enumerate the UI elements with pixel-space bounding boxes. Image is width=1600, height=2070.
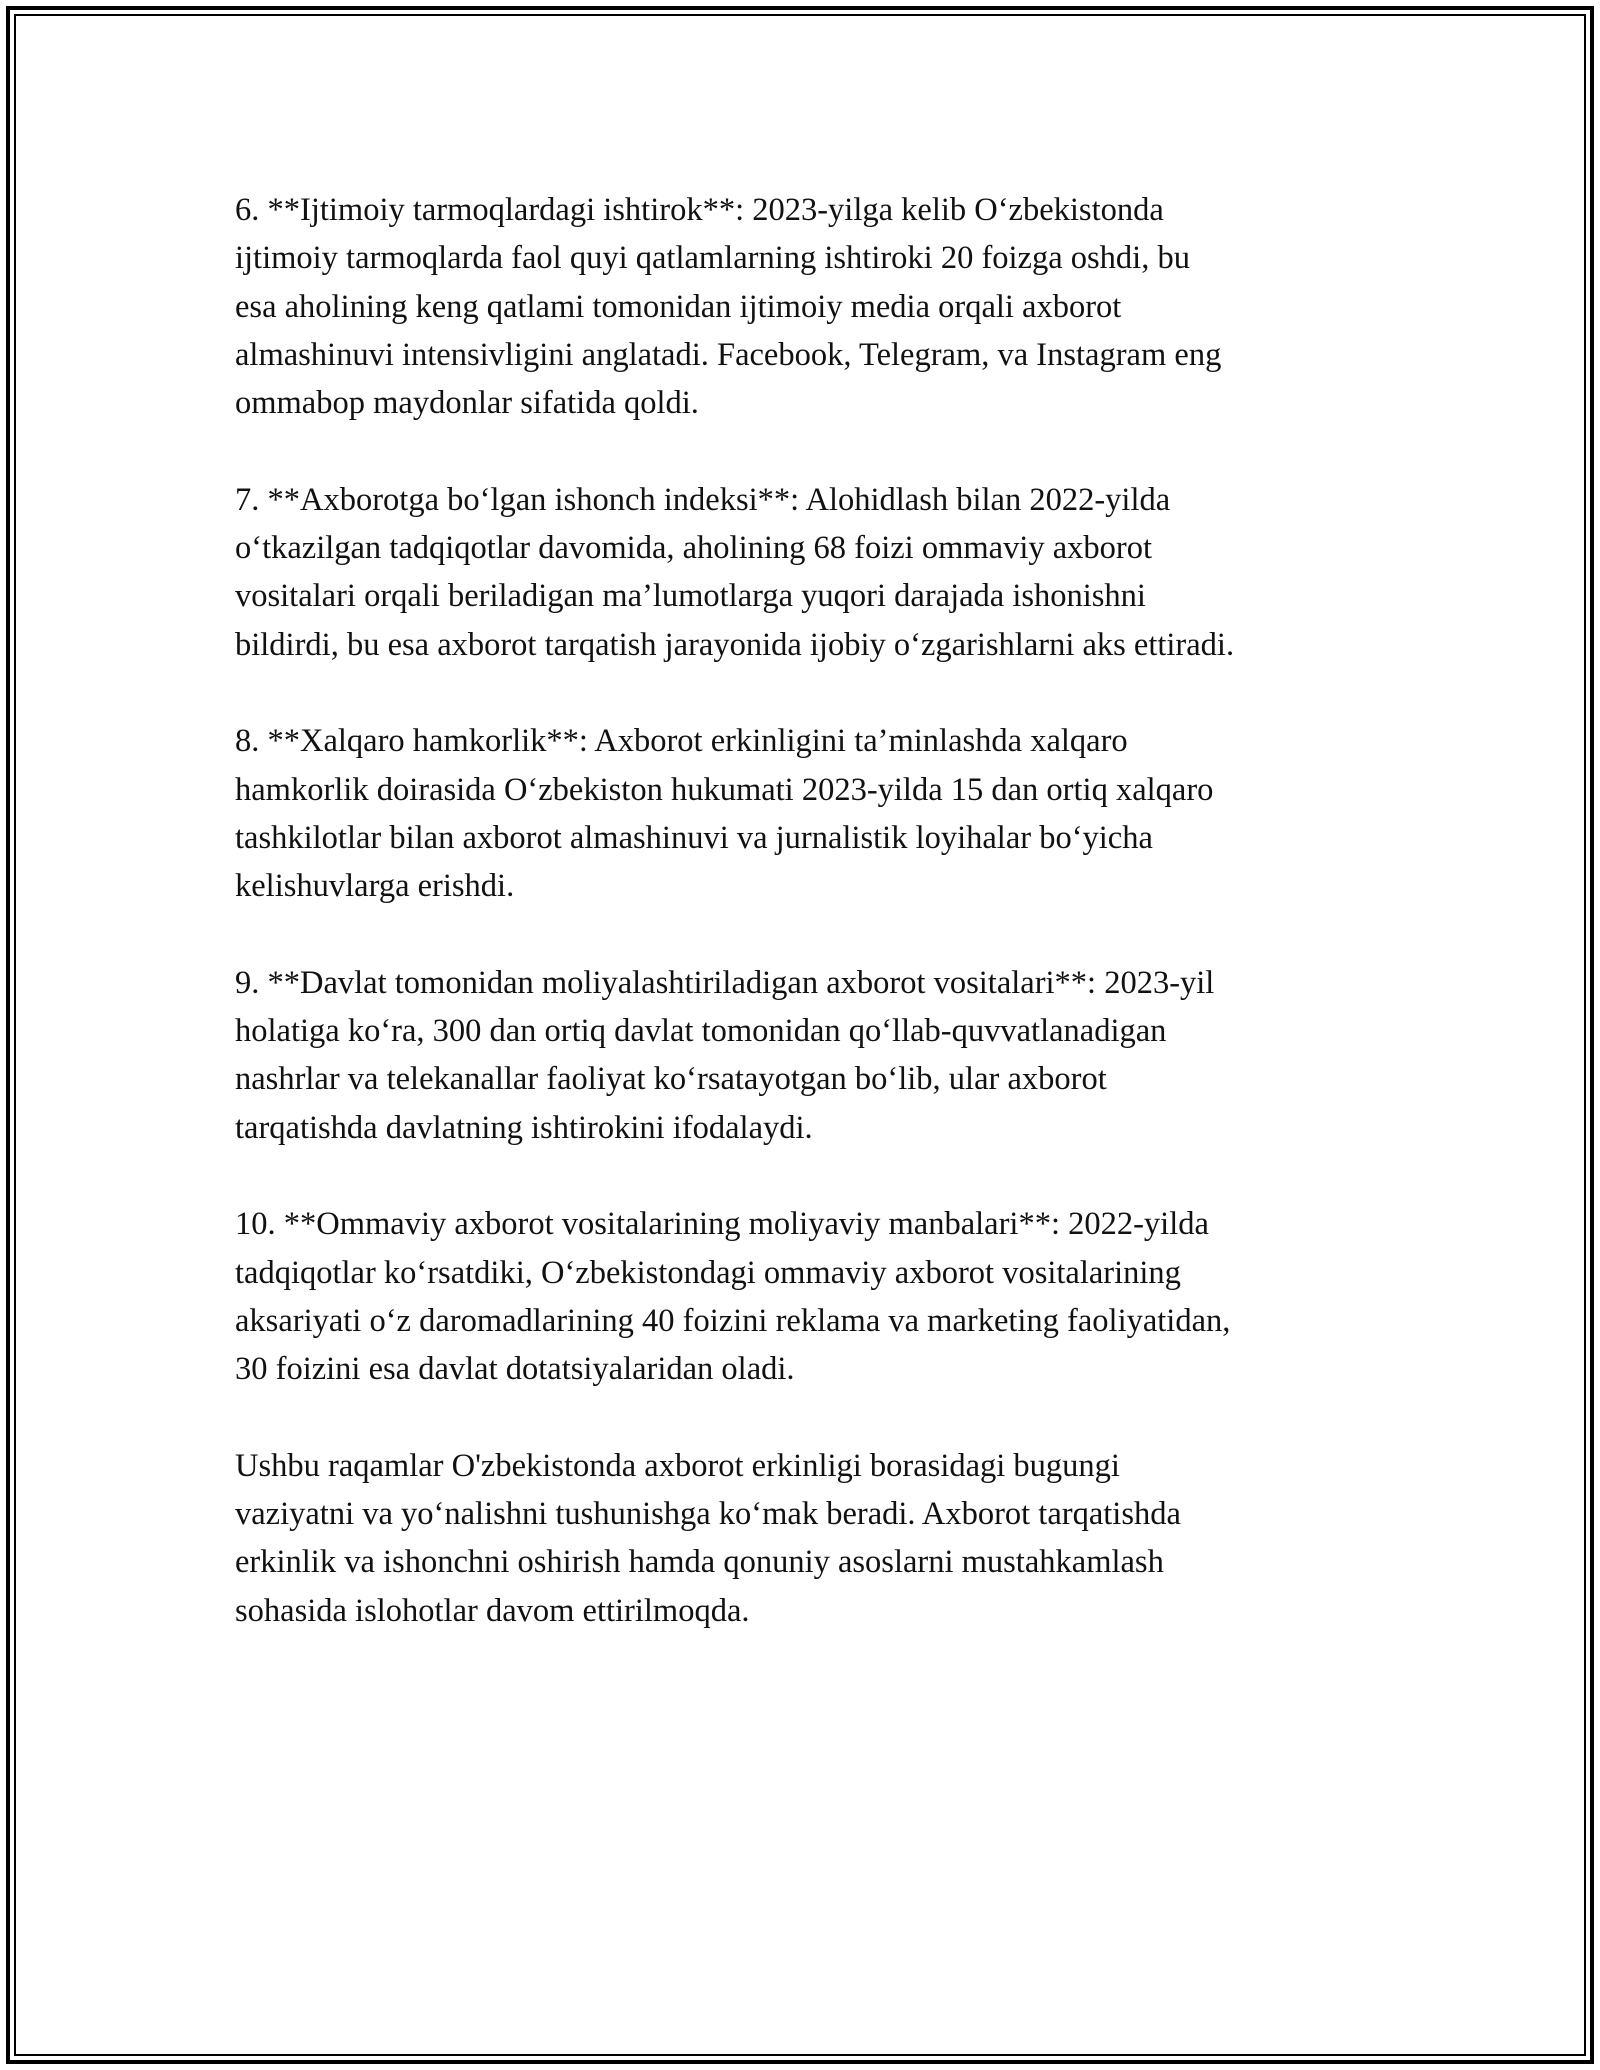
paragraph-item-7: 7. **Axborotga bo‘lgan ishonch indeksi**: Alohidlash bilan 2022-yilda o‘tkazilgan tadqiqotlar davomida, aholining 68 foizi ommaviy axborot vositalari orqali beriladigan ma’lumotlarga yuqori darajada ishonishni bildirdi, bu esa axborot tarqatish jarayonida ijobiy o‘zgarishlarni aks ettiradi. bbox=[235, 481, 1235, 663]
paragraph-item-10: 10. **Ommaviy axborot vositalarining moliyaviy manbalari**: 2022-yilda tadqiqotlar ko‘rsatdiki, O‘zbekistondagi ommaviy axborot vositalarining aksariyati o‘z daromadlarining 40 foizini reklama va marketing faoliyatidan, 30 foizini esa davlat dotatsiyalaridan oladi. bbox=[235, 1206, 1231, 1388]
paragraph-conclusion: Ushbu raqamlar O'zbekistonda axborot erkinligi borasidagi bugungi vaziyatni va yo‘nalishni tushunishga ko‘mak beradi. Axborot tarqatishda erkinlik va ishonchni oshirish hamda qonuniy asoslarni mustahkamlash sohasida islohotlar davom ettirilmoqda. bbox=[235, 1447, 1181, 1629]
paragraph-item-6: 6. **Ijtimoiy tarmoqlardagi ishtirok**: 2023-yilga kelib O‘zbekistonda ijtimoiy tarmoqlarda faol quyi qatlamlarning ishtiroki 20 foizga oshdi, bu esa aholining keng qatlami tomonidan ijtimoiy media orqali axborot almashinuvi intensivligini anglatadi. Facebook, Telegram, va Instagram eng ommabop maydonlar sifatida qoldi. bbox=[235, 192, 1222, 422]
paragraph-item-8: 8. **Xalqaro hamkorlik**: Axborot erkinligini ta’minlashda xalqaro hamkorlik doirasida O‘zbekiston hukumati 2023-yilda 15 dan ortiq xalqaro tashkilotlar bilan axborot almashinuvi va jurnalistik loyihalar bo‘yicha kelishuvlarga erishdi. bbox=[235, 723, 1214, 905]
paragraph-item-9: 9. **Davlat tomonidan moliyalashtiriladigan axborot vositalari**: 2023-yil holatiga ko‘ra, 300 dan ortiq davlat tomonidan qo‘llab-quvvatlanadigan nashrlar va telekanallar faoliyat ko‘rsatayotgan bo‘lib, ular axborot tarqatishda davlatning ishtirokini ifodalaydi. bbox=[235, 964, 1215, 1146]
document-body bbox=[235, 186, 1385, 1683]
